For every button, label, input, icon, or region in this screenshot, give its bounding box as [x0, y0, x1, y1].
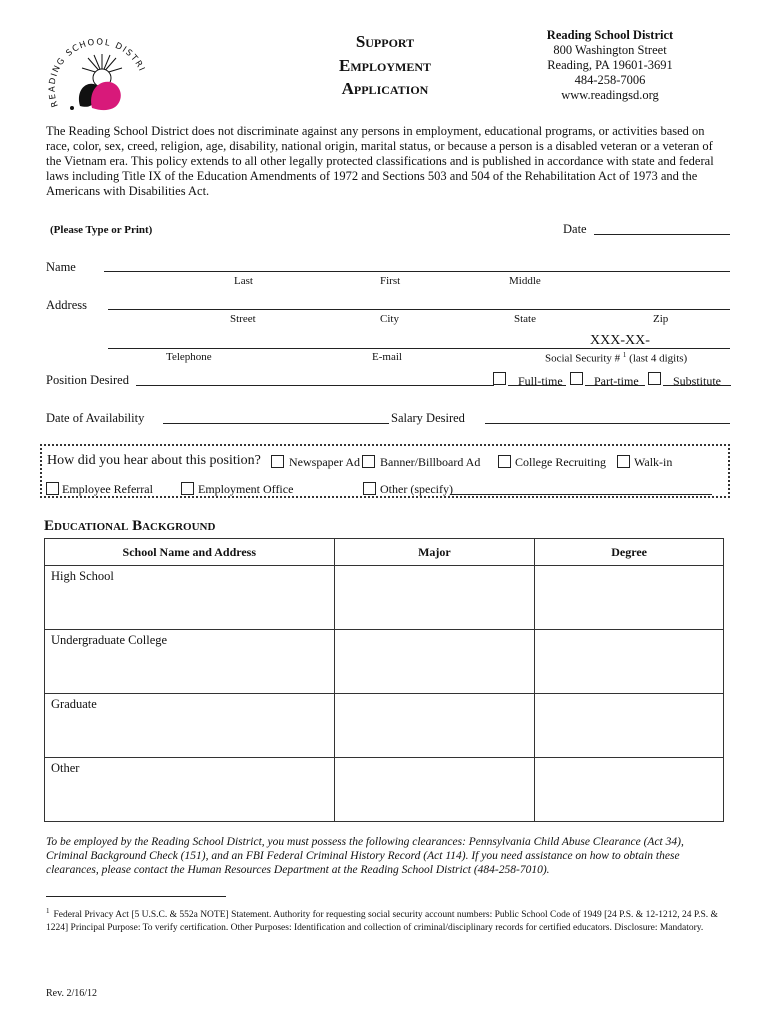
- title-line-1: Support: [355, 32, 415, 51]
- education-header-row: [45, 539, 724, 566]
- table-row: [45, 566, 724, 630]
- clearance-note: To be employed by the Reading School District, you must possess the following clearances: Pennsylvania Child Abuse Clearance (Act 34), Criminal Background Check (151), and an FBI Federal Criminal History Record (Act 114). If you need assistance on how to obtain these clearances, please contact the Human Resources Department at the Reading School District (484-258-7010).: [46, 836, 684, 876]
- logo-graphic: [48, 28, 148, 118]
- employee-referral-checkbox[interactable]: [46, 482, 59, 495]
- substitute-label: Substitute: [673, 374, 722, 388]
- college-recruiting-label: College Recruiting: [515, 455, 606, 469]
- address-city-caption: City: [380, 313, 399, 325]
- name-middle-caption: Middle: [509, 275, 541, 287]
- contact-field[interactable]: [108, 348, 730, 349]
- telephone-caption: Telephone: [166, 351, 212, 363]
- school-cell[interactable]: [45, 566, 335, 630]
- major-cell[interactable]: [334, 758, 535, 822]
- date-label: Date: [563, 222, 587, 236]
- address-street-caption: Street: [230, 313, 256, 325]
- education-table: [44, 538, 724, 822]
- school-column-header: School Name and Address: [45, 539, 335, 566]
- fulltime-label: Full-time: [518, 374, 563, 388]
- school-cell[interactable]: [45, 758, 335, 822]
- address-zip-caption: Zip: [653, 313, 669, 325]
- name-label: Name: [46, 260, 76, 274]
- employment-office-checkbox[interactable]: [181, 482, 194, 495]
- education-heading: Educational Background: [44, 518, 216, 534]
- other-source-checkbox[interactable]: [363, 482, 376, 495]
- district-logo: [48, 28, 148, 118]
- position-label: Position Desired: [46, 373, 129, 387]
- availability-field[interactable]: [163, 423, 389, 424]
- row-label-graduate: Graduate: [51, 697, 97, 711]
- school-cell[interactable]: [45, 630, 335, 694]
- revision-date: Rev. 2/16/12: [46, 988, 98, 999]
- title-line-3: Application: [341, 79, 429, 98]
- name-first-caption: First: [380, 275, 401, 287]
- newspaper-ad-checkbox[interactable]: [271, 455, 284, 468]
- footnote-mark: 1: [46, 907, 50, 915]
- row-label-high-school: High School: [51, 569, 114, 583]
- nondiscrimination-policy: The Reading School District does not discriminate against any persons in employment, educational programs, or activities based on race, color, sex, creed, religion, age, disability, national origin, marital status, or because a person is a disabled veteran or a veteran of the Vietnam era. This policy extends to all other legally protected classifications and is published in accordance with state and federal laws including Title IX of the Education Amendments of 1972 and Sections 503 and 504 of the Rehabilitation Act of 1973 and the Americans with Disabilities Act.: [46, 124, 714, 198]
- address-label: Address: [46, 298, 87, 312]
- table-row: [45, 694, 724, 758]
- name-last-caption: Last: [234, 275, 253, 287]
- other-source-label: Other (specify): [380, 482, 453, 496]
- parttime-label: Part-time: [594, 374, 639, 388]
- title-line-2: Employment: [339, 55, 431, 75]
- footnote-text: Federal Privacy Act [5 U.S.C. & 552a NOTE] Statement. Authority for requesting social security account numbers: Public School Code of 1949 [24 P.S. & 12-1212, 24 P.S. & 1224] Principal Purpose: To verify certification. Other Purposes: Identification and collection of criminal/disciplinary records for certified educators. Disclosure: Mandatory.: [46, 910, 718, 934]
- employee-referral-label: Employee Referral: [62, 482, 153, 496]
- ssn-prefix: XXX-XX-: [590, 333, 650, 348]
- degree-cell[interactable]: [535, 630, 724, 694]
- footnote-rule: [46, 896, 226, 897]
- college-recruiting-checkbox[interactable]: [498, 455, 511, 468]
- district-address: [530, 28, 690, 103]
- table-row: [45, 630, 724, 694]
- district-name: Reading School District: [546, 28, 674, 42]
- salary-field[interactable]: [485, 423, 730, 424]
- major-column-header: Major: [334, 539, 535, 566]
- form-title: [300, 30, 470, 101]
- district-website[interactable]: www.readingsd.org: [561, 88, 659, 102]
- walk-in-label: Walk-in: [634, 455, 673, 469]
- degree-column-header: Degree: [535, 539, 724, 566]
- address-field[interactable]: [108, 309, 730, 310]
- district-street: 800 Washington Street: [553, 43, 667, 57]
- row-label-undergraduate: Undergraduate College: [51, 633, 168, 647]
- parttime-checkbox[interactable]: [570, 372, 583, 385]
- ssn-caption: [545, 351, 687, 365]
- logo-ring-text: READING SCHOOL DISTRI: [48, 37, 147, 109]
- availability-label: Date of Availability: [46, 411, 145, 425]
- email-caption: E-mail: [372, 351, 402, 363]
- district-phone: 484-258-7006: [574, 73, 646, 87]
- employment-office-label: Employment Office: [198, 482, 294, 496]
- footnote: [46, 905, 726, 935]
- row-label-other: Other: [51, 761, 80, 775]
- school-cell[interactable]: [45, 694, 335, 758]
- district-city: Reading, PA 19601-3691: [547, 58, 673, 72]
- newspaper-ad-label: Newspaper Ad: [289, 455, 360, 469]
- major-cell[interactable]: [334, 630, 535, 694]
- billboard-ad-label: Banner/Billboard Ad: [380, 455, 481, 469]
- name-field[interactable]: [104, 271, 730, 272]
- table-row: [45, 758, 724, 822]
- position-field[interactable]: [136, 385, 494, 386]
- salary-label: Salary Desired: [391, 411, 465, 425]
- type-or-print-note: (Please Type or Print): [50, 224, 153, 236]
- other-source-field[interactable]: [450, 494, 712, 495]
- fulltime-checkbox[interactable]: [493, 372, 506, 385]
- substitute-checkbox[interactable]: [648, 372, 661, 385]
- degree-cell[interactable]: [535, 566, 724, 630]
- address-state-caption: State: [514, 313, 536, 325]
- ssn-caption-text: Social Security #: [545, 352, 621, 365]
- degree-cell[interactable]: [535, 758, 724, 822]
- major-cell[interactable]: [334, 694, 535, 758]
- walk-in-checkbox[interactable]: [617, 455, 630, 468]
- billboard-ad-checkbox[interactable]: [362, 455, 375, 468]
- degree-cell[interactable]: [535, 694, 724, 758]
- referral-question: How did you hear about this position?: [47, 453, 261, 468]
- date-field[interactable]: [594, 234, 730, 235]
- major-cell[interactable]: [334, 566, 535, 630]
- ssn-caption-tail: (last 4 digits): [629, 352, 688, 365]
- ssn-footnote-mark: 1: [622, 351, 627, 359]
